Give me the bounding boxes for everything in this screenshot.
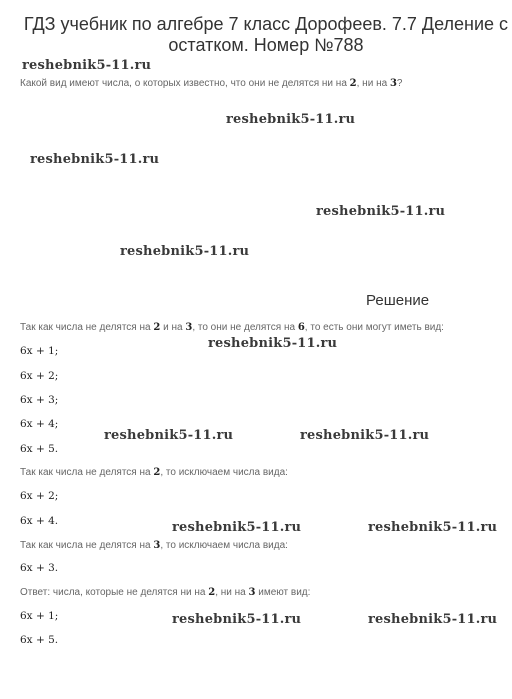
watermark: reshebnik5-11.ru (30, 152, 160, 167)
formula: 6x + 2; (20, 370, 59, 382)
watermark: reshebnik5-11.ru (120, 244, 250, 259)
watermark: reshebnik5-11.ru (368, 520, 498, 535)
watermark: reshebnik5-11.ru (300, 428, 430, 443)
formula: 6x + 2; (20, 490, 59, 502)
formula: 6x + 1; (20, 345, 59, 357)
answer-text: Ответ: числа, которые не делятся ни на 2, ни на 3 имеют вид: (20, 587, 311, 598)
solution-paragraph-3: Так как числа не делятся на 3, то исключаем числа вида: (20, 540, 288, 551)
solution-paragraph-2: Так как числа не делятся на 2, то исключаем числа вида: (20, 467, 288, 478)
watermark: reshebnik5-11.ru (172, 520, 302, 535)
watermark: reshebnik5-11.ru (208, 336, 338, 351)
page-title: ГДЗ учебник по алгебре 7 класс Дорофеев. 7.7 Деление с остатком. Номер №788 (23, 14, 509, 55)
formula: 6x + 1; (20, 610, 59, 622)
formula: 6x + 4. (20, 515, 59, 527)
watermark: reshebnik5-11.ru (172, 612, 302, 627)
watermark: reshebnik5-11.ru (316, 204, 446, 219)
formula: 6x + 4; (20, 418, 59, 430)
formula: 6x + 3; (20, 394, 59, 406)
question-text: Какой вид имеют числа, о которых известно, что они не делятся ни на 2, ни на 3? (20, 78, 403, 89)
watermark: reshebnik5-11.ru (226, 112, 356, 127)
formula: 6x + 3. (20, 562, 59, 574)
watermark: reshebnik5-11.ru (368, 612, 498, 627)
formula: 6x + 5. (20, 634, 59, 646)
solution-heading: Решение (366, 292, 430, 309)
formula: 6x + 5. (20, 443, 59, 455)
watermark: reshebnik5-11.ru (104, 428, 234, 443)
solution-paragraph-1: Так как числа не делятся на 2 и на 3, то они не делятся на 6, то есть они могут иметь вид: (20, 322, 444, 333)
watermark: reshebnik5-11.ru (22, 58, 152, 73)
